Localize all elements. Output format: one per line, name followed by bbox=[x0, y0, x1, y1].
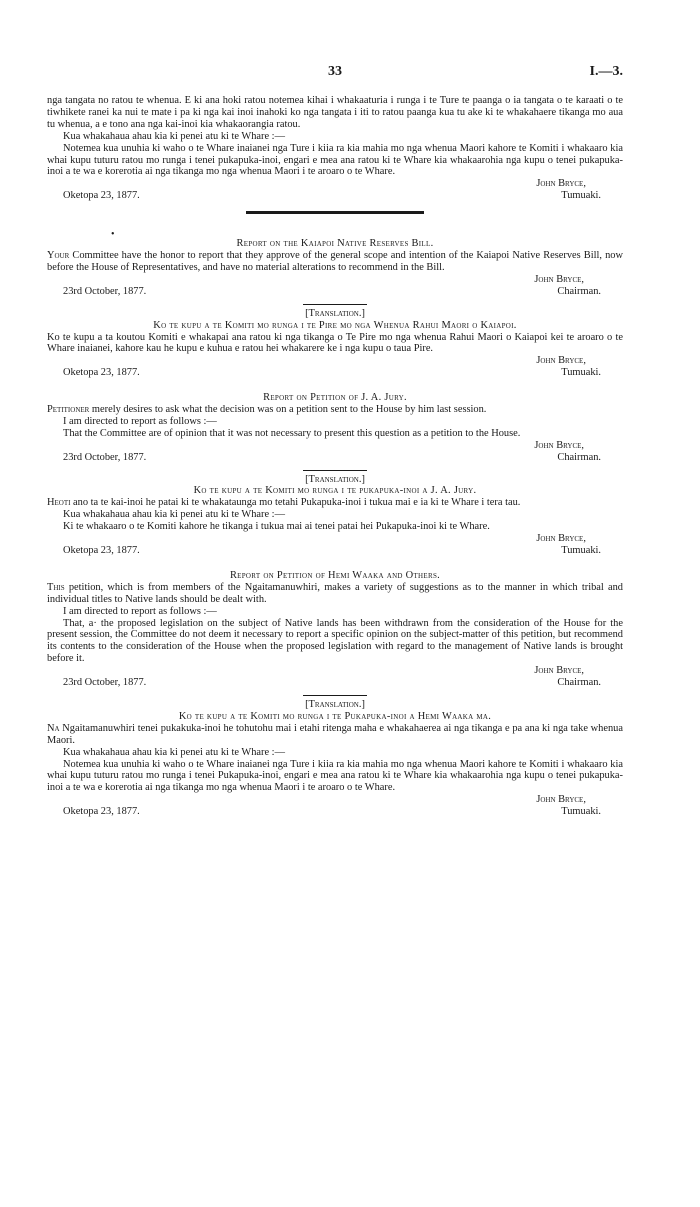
kaiapoi-report bbox=[47, 238, 623, 379]
waaka-signature-block bbox=[47, 665, 623, 689]
intro-role: Tumuaki. bbox=[561, 190, 601, 202]
waaka-signer: John Bryce, bbox=[534, 665, 585, 677]
jury-translation-paragraph bbox=[47, 497, 623, 509]
waaka-translation-date: Oketopa 23, 1877. bbox=[63, 806, 140, 818]
kaiapoi-translation-title: Ko te kupu a te Komiti mo runga i te Pire mo nga Whenua Rahui Maori o Kaiapoi. bbox=[153, 319, 517, 331]
waaka-finding: That, a· the proposed legislation on the subject of Native lands has been withdrawn from the consideration of the House for the present session, the Committee do not deem it necessary to report a specific opinion on the subject-matter of this petition, but recommend its contents to the consideration of the House when the proposed legislation with regard to the management of Native lands is brought before it. bbox=[47, 617, 623, 665]
section-gap bbox=[47, 557, 623, 570]
page-number: 33 bbox=[328, 64, 342, 79]
translation-divider bbox=[303, 695, 367, 696]
section-gap bbox=[47, 379, 623, 392]
jury-report bbox=[47, 392, 623, 557]
jury-translation-signer: John Bryce, bbox=[536, 533, 586, 545]
jury-signer-block bbox=[517, 440, 623, 464]
waaka-translation-title: Ko te kupu a te Komiti mo runga i te Pukapuka-inoi a Hemi Waaka ma. bbox=[178, 710, 492, 722]
jury-translation-finding: Ki te whakaaro o te Komiti kahore he tikanga i tukua mai ai tenei patai hei Pukapuka-inoi ki te Whare. bbox=[63, 521, 490, 533]
kaiapoi-translation-signature-block bbox=[47, 355, 623, 379]
intro-resolution: Notemea kua unuhia ki waho o te Whare inaianei nga Ture i kiia ra kia mahia mo nga whenua Maori kahore te Komiti i whakaaro kia whai kupu tuturu ratou mo runga i tenei pukapuka-inoi, engari e mea ana ratou ki te Whare kia whakaarohia nga kupu o tenei pukapuka-inoi a te wa e korerotia ai nga tikanga mo nga whenua Maori i te aroaro o te Whare. bbox=[47, 142, 623, 178]
waaka-directive: I am directed to report as follows :— bbox=[63, 605, 217, 617]
intro-signer: John Bryce, bbox=[536, 178, 586, 190]
waaka-translation-directive: Kua whakahaua ahau kia ki penei atu ki te Whare :— bbox=[63, 746, 285, 758]
kaiapoi-translation-paragraph: Ko te kupu a ta koutou Komiti e whakapai ana ratou ki nga tikanga o Te Pire mo nga whenua Rahui Maori o Kaiapoi kei te aroaro o te Whare inaianei, kahore kau he kupu e kuhua e ratou hei whakarere ke i nga kupu o taua Pire. bbox=[47, 331, 623, 355]
jury-signature-block bbox=[47, 440, 623, 464]
kaiapoi-role: Chairman. bbox=[557, 285, 601, 297]
waaka-translation-label: [Translation.] bbox=[305, 698, 365, 710]
kaiapoi-paragraph bbox=[47, 250, 623, 274]
waaka-translation-signer: John Bryce, bbox=[536, 794, 586, 806]
waaka-translation-paragraph bbox=[47, 723, 623, 747]
kaiapoi-translation-date: Oketopa 23, 1877. bbox=[63, 367, 140, 379]
translation-divider bbox=[303, 304, 367, 305]
jury-translation-signer-block bbox=[521, 533, 623, 557]
jury-role: Chairman. bbox=[557, 451, 601, 463]
kaiapoi-signer-block bbox=[517, 274, 623, 298]
jury-translation-directive: Kua whakahaua ahau kia ki penei atu ki te Whare :— bbox=[63, 509, 285, 521]
kaiapoi-lead: Your bbox=[47, 250, 70, 262]
waaka-translation-role: Tumuaki. bbox=[561, 806, 601, 818]
page-header bbox=[47, 64, 623, 84]
page-body bbox=[47, 95, 623, 818]
intro-directive: Kua whakahaua ahau kia ki penei atu ki te Whare :— bbox=[63, 130, 285, 142]
waaka-date: 23rd October, 1877. bbox=[63, 677, 147, 689]
kaiapoi-translation-signer-block bbox=[521, 355, 623, 379]
waaka-signer-block bbox=[517, 665, 623, 689]
intro-signer-block bbox=[521, 178, 623, 202]
document-reference: I.—3. bbox=[589, 64, 623, 79]
jury-date: 23rd October, 1877. bbox=[63, 451, 147, 463]
intro-date: Oketopa 23, 1877. bbox=[63, 190, 140, 202]
jury-signer: John Bryce, bbox=[534, 439, 585, 451]
kaiapoi-signature-block bbox=[47, 274, 623, 298]
intro-signature-block bbox=[47, 178, 623, 202]
kaiapoi-date: 23rd October, 1877. bbox=[63, 285, 147, 297]
jury-title: Report on Petition of J. A. Jury. bbox=[263, 392, 407, 404]
waaka-lead: This bbox=[47, 581, 65, 593]
waaka-translation-lead: Na bbox=[47, 722, 60, 734]
stray-mark: • bbox=[111, 229, 115, 241]
waaka-report bbox=[47, 570, 623, 818]
jury-translation-role: Tumuaki. bbox=[561, 545, 601, 556]
jury-paragraph bbox=[47, 404, 623, 416]
waaka-translation-text: Ngaitamanuwhiri tenei pukakuka-inoi he tohutohu mai i etahi ritenga maha e whakahaerea ai nga tikanga e pa ana ki nga take whenua Maori. bbox=[47, 722, 623, 746]
kaiapoi-signer: John Bryce, bbox=[534, 273, 585, 285]
jury-translation-lead: Heoti bbox=[47, 497, 71, 509]
waaka-translation-signature-block bbox=[47, 794, 623, 818]
jury-translation-label: [Translation.] bbox=[305, 473, 365, 485]
jury-finding: That the Committee are of opinion that it was not necessary to present this question as a petition to the House. bbox=[63, 427, 521, 439]
jury-text: merely desires to ask what the decision was on a petition sent to the House by him last session. bbox=[89, 404, 487, 416]
kaiapoi-translation-signer: John Bryce, bbox=[536, 355, 586, 367]
intro-paragraph: nga tangata no ratou te whenua. E ki ana hoki ratou notemea kihai i whakaaturia i runga i te Ture te paanga o ia tangata o te karaati o te tiwhikete ranei ka nui te mate i pa ki nga kai inoi inahoki ko nga tangata i iti to ratou paanga kua tu ake ki te whakahaere tikanga mo aua tu whenua, a e tono ana nga kai-inoi kia whakaorangia ratou. bbox=[47, 95, 623, 130]
jury-translation-text: ano ta te kai-inoi he patai ki te whakataunga mo tetahi Pukapuka-inoi i tukua mai e ia ki te Whare i tera tau. bbox=[70, 497, 521, 509]
jury-directive: I am directed to report as follows :— bbox=[63, 415, 217, 427]
waaka-text: petition, which is from members of the Ngaitamanuwhiri, makes a variety of suggestions as to the manner in which tribal and individual titles to Native lands should be dealt with. bbox=[47, 581, 623, 605]
section-divider bbox=[246, 211, 424, 214]
translation-divider bbox=[303, 470, 367, 471]
intro-section bbox=[47, 95, 623, 202]
jury-translation-date: Oketopa 23, 1877. bbox=[63, 545, 140, 556]
waaka-translation-finding: Notemea kua unuhia ki waho o te Whare inaianei nga Ture i kiia ra kia mahia mo nga whenua Maori kahore te Komiti i whakaaro kia whai kupu tuturu ratou mo runga i tenei Pukapuka-inoi, engari e mea ana ratou ki te Whare kia whakaarohia nga kupu o tenei pukapuka-inoi a te wa e korerotia ai nga tikanga mo nga whenua Maori i te aroaro o te Whare. bbox=[47, 758, 623, 794]
waaka-paragraph bbox=[47, 582, 623, 606]
jury-translation-title: Ko te kupu a te Komiti mo runga i te pukapuka-inoi a J. A. Jury. bbox=[193, 485, 477, 497]
kaiapoi-title: Report on the Kaiapoi Native Reserves Bill. bbox=[236, 238, 434, 250]
jury-lead: Petitioner bbox=[47, 404, 90, 416]
jury-translation-signature-block bbox=[47, 533, 623, 557]
waaka-title: Report on Petition of Hemi Waaka and Others. bbox=[229, 569, 441, 581]
kaiapoi-translation-role: Tumuaki. bbox=[561, 367, 601, 379]
waaka-translation-signer-block bbox=[521, 794, 623, 818]
kaiapoi-translation-label: [Translation.] bbox=[305, 307, 365, 319]
waaka-role: Chairman. bbox=[557, 677, 601, 689]
kaiapoi-text: Committee have the honor to report that they approve of the general scope and intention of the Kaiapoi Native Reserves Bill, now before the House of Representatives, and have no material alterations to recommend in the Bill. bbox=[47, 250, 623, 273]
